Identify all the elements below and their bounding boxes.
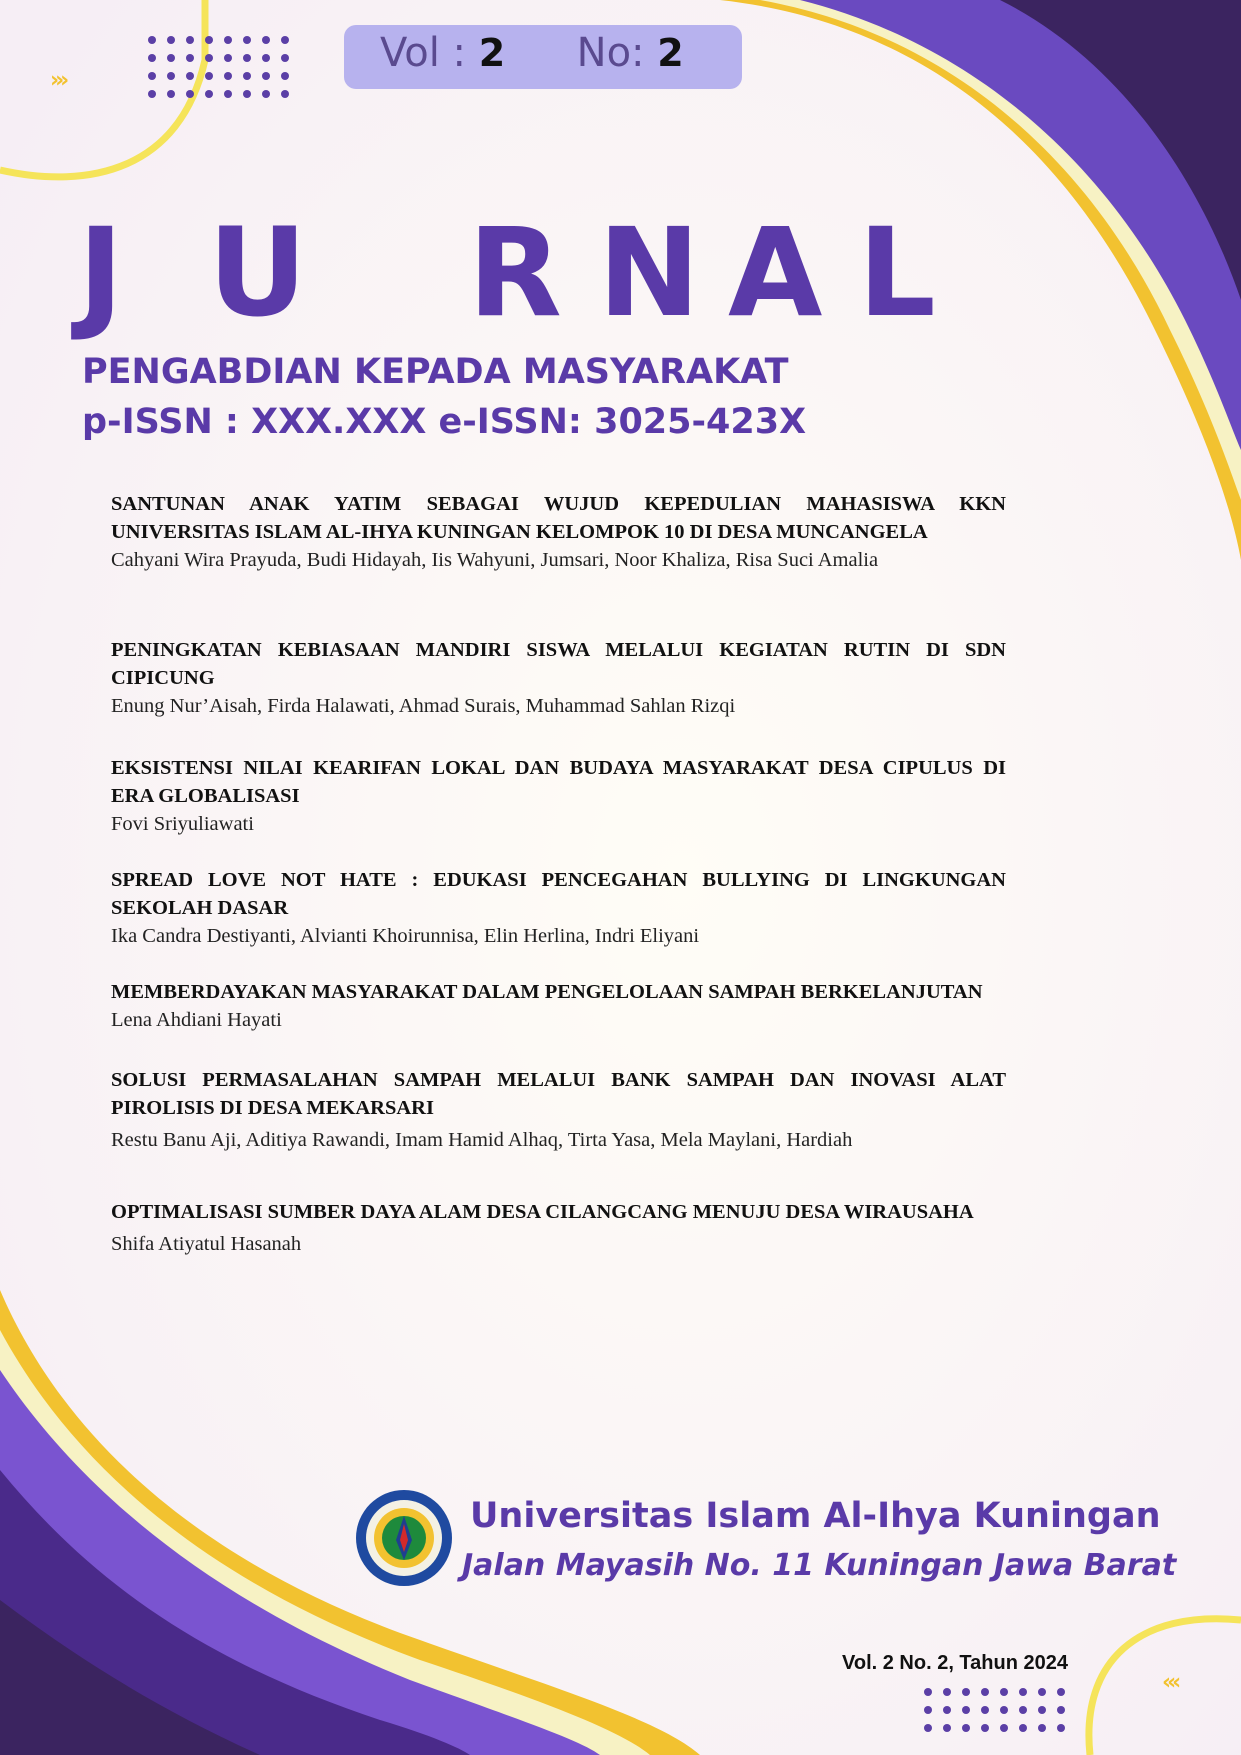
- article-authors: Enung Nur’Aisah, Firda Halawati, Ahmad Surais, Muhammad Sahlan Rizqi: [111, 695, 736, 717]
- article-authors: Restu Banu Aji, Aditiya Rawandi, Imam Hamid Alhaq, Tirta Yasa, Mela Maylani, Hardiah: [111, 1129, 853, 1151]
- masthead-letter: R: [468, 202, 562, 344]
- journal-subtitle: PENGABDIAN KEPADA MASYARAKAT: [82, 352, 789, 392]
- masthead-letter: U: [208, 202, 308, 344]
- article-entry: [111, 490, 1006, 574]
- article-title: PENINGKATAN KEBIASAAN MANDIRI SISWA MELALUI KEGIATAN RUTIN DI SDN CIPICUNG: [111, 639, 1006, 689]
- dot-grid-bottom: [924, 1688, 1065, 1732]
- masthead-letter: A: [728, 202, 823, 344]
- chevrons-right-icon: ›››: [50, 68, 66, 93]
- article-entry: [111, 866, 1006, 950]
- article-authors: Lena Ahdiani Hayati: [111, 1009, 282, 1031]
- no-number: 2: [657, 31, 684, 75]
- article-entry: [111, 1066, 1006, 1154]
- article-authors: Cahyani Wira Prayuda, Budi Hidayah, Iis Wahyuni, Jumsari, Noor Khaliza, Risa Suci Amalia: [111, 549, 879, 571]
- article-authors: Shifa Atiyatul Hasanah: [111, 1233, 302, 1255]
- university-address: Jalan Mayasih No. 11 Kuningan Jawa Barat: [462, 1548, 1177, 1583]
- article-authors: Ika Candra Destiyanti, Alvianti Khoirunnisa, Elin Herlina, Indri Eliyani: [111, 925, 700, 947]
- masthead-letter: J: [78, 202, 124, 344]
- university-name: Universitas Islam Al-Ihya Kuningan: [470, 1496, 1161, 1536]
- article-entry: [111, 1198, 1006, 1258]
- table-of-contents: [111, 490, 1006, 1258]
- volume-number-label: [380, 30, 684, 76]
- masthead-letter: L: [858, 202, 936, 344]
- vol-label: Vol :: [380, 30, 467, 76]
- article-title: EKSISTENSI NILAI KEARIFAN LOKAL DAN BUDAYA MASYARAKAT DESA CIPULUS DI ERA GLOBALISASI: [111, 757, 1006, 807]
- vol-number: 2: [478, 31, 506, 75]
- article-authors: Fovi Sriyuliawati: [111, 813, 254, 835]
- article-entry: [111, 978, 1006, 1034]
- article-entry: [111, 754, 1006, 838]
- article-title: SANTUNAN ANAK YATIM SEBAGAI WUJUD KEPEDULIAN MAHASISWA KKN UNIVERSITAS ISLAM AL-IHYA KUNINGAN KELOMPOK 10 DI DESA MUNCANGELA: [111, 493, 1006, 543]
- dot-grid-top: [148, 36, 289, 98]
- article-title: SOLUSI PERMASALAHAN SAMPAH MELALUI BANK SAMPAH DAN INOVASI ALAT PIROLISIS DI DESA MEKARSARI: [111, 1069, 1006, 1119]
- university-seal-icon: [354, 1488, 454, 1588]
- issn-line: p-ISSN : XXX.XXX e-ISSN: 3025-423X: [82, 402, 807, 442]
- article-title: SPREAD LOVE NOT HATE : EDUKASI PENCEGAHAN BULLYING DI LINGKUNGAN SEKOLAH DASAR: [111, 869, 1006, 919]
- article-title: OPTIMALISASI SUMBER DAYA ALAM DESA CILANGCANG MENUJU DESA WIRAUSAHA: [111, 1201, 974, 1223]
- article-entry: [111, 636, 1006, 720]
- issue-footer: Vol. 2 No. 2, Tahun 2024: [842, 1652, 1068, 1674]
- article-title: MEMBERDAYAKAN MASYARAKAT DALAM PENGELOLAAN SAMPAH BERKELANJUTAN: [111, 981, 983, 1003]
- no-label: No:: [576, 30, 645, 76]
- journal-masthead: [78, 202, 988, 344]
- masthead-letter: N: [598, 202, 701, 344]
- chevrons-left-icon: ‹‹‹: [1162, 1670, 1178, 1695]
